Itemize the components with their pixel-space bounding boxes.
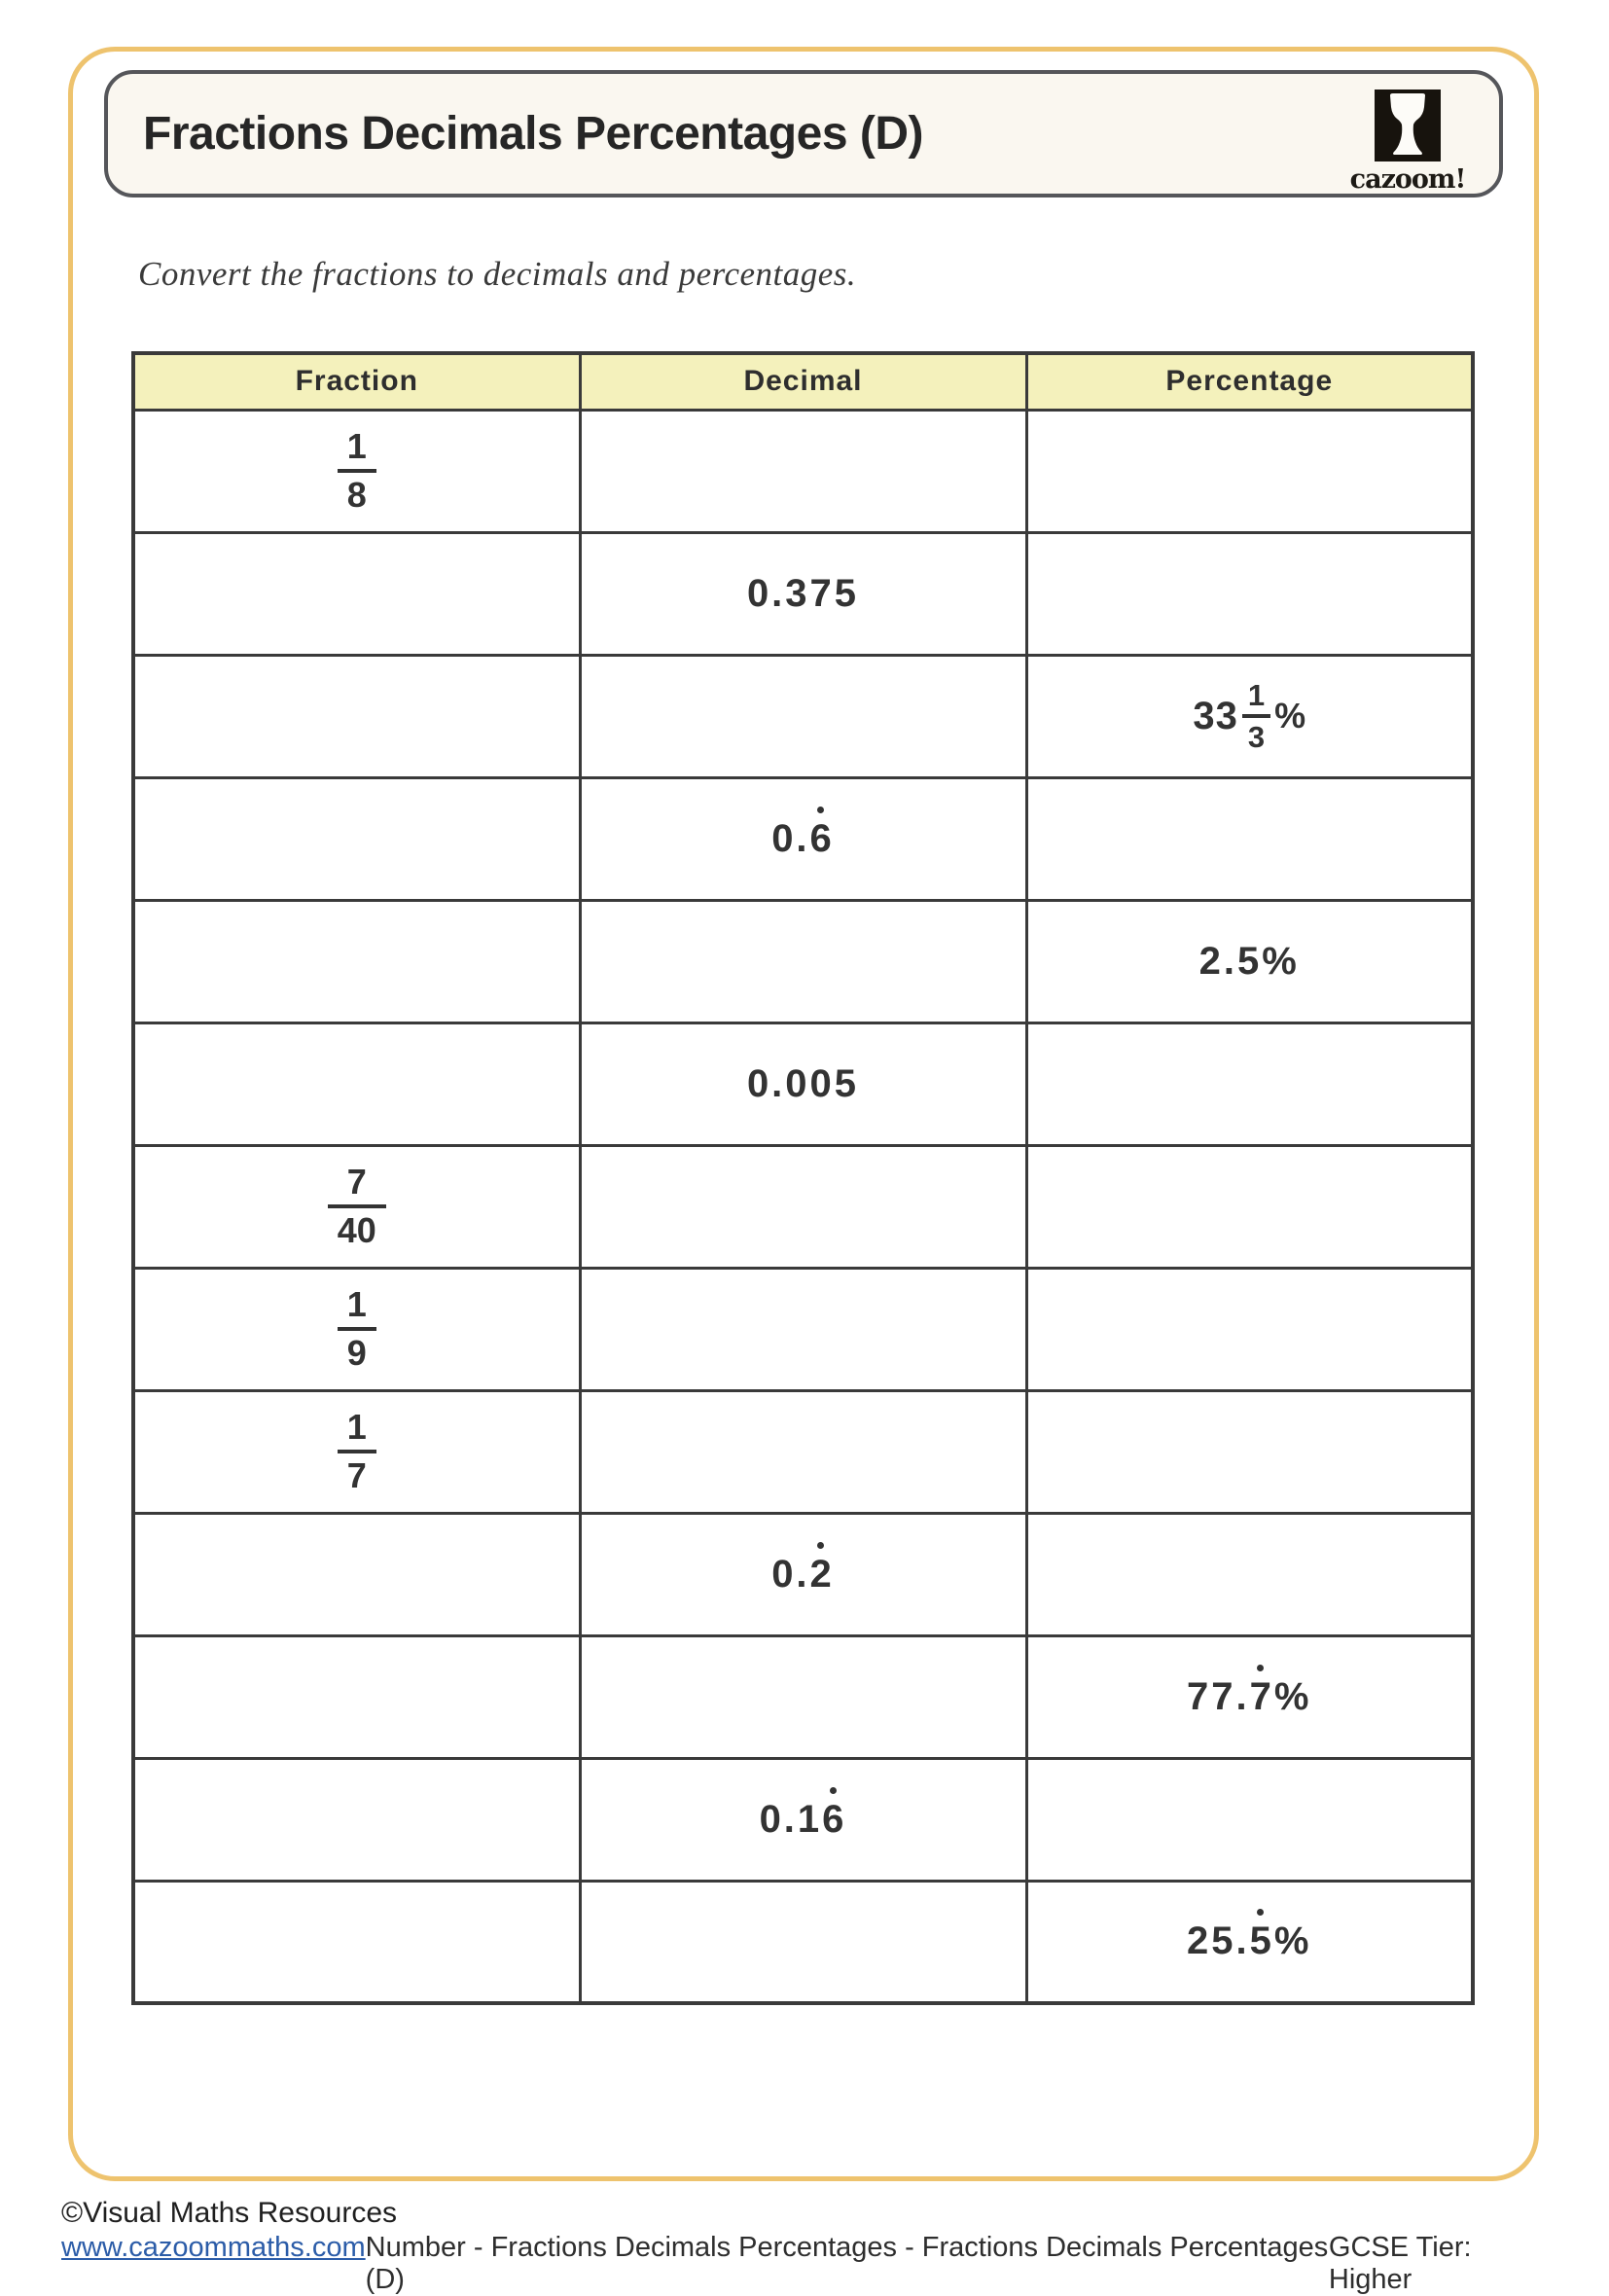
fraction-value: $\frac{1}{8}$ <box>338 429 376 513</box>
gcse-tier-label: GCSE Tier: Higher <box>1328 2232 1472 2295</box>
percentage-value: 33 $\frac{1}{3}$ % <box>1193 678 1306 754</box>
recurring-digit: 6 <box>822 1797 847 1841</box>
fraction-cell <box>133 410 580 532</box>
recurring-digit: 5 <box>1249 1919 1274 1963</box>
answer-cell <box>133 655 580 777</box>
recurring-decimal-value: 0.16 <box>759 1797 847 1841</box>
answer-cell <box>580 1390 1026 1513</box>
worksheet-header <box>104 70 1503 197</box>
column-header-decimal: Decimal <box>580 353 1026 410</box>
decimal-cell <box>580 1022 1026 1145</box>
recurring-decimal-value: 0.2 <box>771 1552 835 1596</box>
fraction-cell <box>133 1145 580 1268</box>
answer-cell <box>133 777 580 900</box>
answer-cell <box>133 1881 580 2003</box>
table-row <box>133 1268 1473 1390</box>
answer-cell <box>580 655 1026 777</box>
fraction-cell <box>133 1268 580 1390</box>
cazoom-logo <box>1349 90 1466 195</box>
table-row <box>133 1390 1473 1513</box>
fraction-bar <box>328 1204 386 1208</box>
instruction-text: Convert the fractions to decimals and percentages. <box>138 255 857 293</box>
answer-cell <box>133 900 580 1022</box>
djembe-drum-icon <box>1375 90 1441 161</box>
answer-cell <box>133 1513 580 1635</box>
answer-cell <box>580 900 1026 1022</box>
decimal-value: 0.375 <box>746 571 860 615</box>
answer-cell <box>133 532 580 655</box>
answer-cell <box>133 1758 580 1881</box>
column-header-fraction: Fraction <box>133 353 580 410</box>
table-row <box>133 532 1473 655</box>
page-title: Fractions Decimals Percentages (D) <box>143 108 923 160</box>
fraction-bar <box>338 1450 376 1453</box>
answer-cell <box>1026 532 1473 655</box>
answer-cell <box>580 1268 1026 1390</box>
table-row <box>133 1022 1473 1145</box>
fraction-cell <box>133 1390 580 1513</box>
answer-cell <box>580 1881 1026 2003</box>
percentage-cell <box>1026 1881 1473 2003</box>
percentage-cell <box>1026 1635 1473 1758</box>
answer-cell <box>580 1145 1026 1268</box>
table-row <box>133 1881 1473 2003</box>
recurring-digit: 7 <box>1249 1674 1274 1718</box>
recurring-digit: 6 <box>809 816 835 860</box>
table-row <box>133 1635 1473 1758</box>
answer-cell <box>1026 777 1473 900</box>
answer-cell <box>1026 1758 1473 1881</box>
answer-cell <box>580 410 1026 532</box>
table-row <box>133 777 1473 900</box>
recurring-percentage-value: 25.5% <box>1187 1919 1312 1963</box>
website-link[interactable]: www.cazoommaths.com <box>61 2232 366 2263</box>
answer-cell <box>133 1635 580 1758</box>
answer-cell <box>1026 1268 1473 1390</box>
decimal-cell <box>580 777 1026 900</box>
decimal-cell <box>580 1513 1026 1635</box>
breadcrumb: Number - Fractions Decimals Percentages - Fractions Decimals Percentages (D) <box>365 2232 1329 2295</box>
decimal-cell <box>580 532 1026 655</box>
table-row <box>133 410 1473 532</box>
decimal-cell <box>580 1758 1026 1881</box>
fraction-value: $\frac{1}{7}$ <box>338 1410 376 1493</box>
table-header-row <box>133 353 1473 410</box>
answer-cell <box>133 1022 580 1145</box>
percentage-cell <box>1026 900 1473 1022</box>
fraction-bar <box>1242 714 1270 718</box>
fraction-bar <box>338 469 376 473</box>
copyright-text: ©Visual Maths Resources <box>61 2197 398 2229</box>
cazoom-logo-text: cazoom! <box>1349 164 1466 195</box>
fraction-bar <box>338 1327 376 1331</box>
table-row <box>133 1513 1473 1635</box>
recurring-decimal-value: 0.6 <box>771 816 835 860</box>
percentage-value: 2.5% <box>1198 939 1300 983</box>
answer-cell <box>1026 1390 1473 1513</box>
answer-cell <box>1026 1022 1473 1145</box>
table-row <box>133 655 1473 777</box>
column-header-percentage: Percentage <box>1026 353 1473 410</box>
table-row <box>133 900 1473 1022</box>
answer-cell <box>1026 1145 1473 1268</box>
conversion-table <box>131 351 1475 2005</box>
answer-cell <box>1026 1513 1473 1635</box>
recurring-digit: 2 <box>809 1552 835 1596</box>
table-row <box>133 1145 1473 1268</box>
table-row <box>133 1758 1473 1881</box>
recurring-percentage-value: 77.7% <box>1187 1674 1312 1718</box>
answer-cell <box>1026 410 1473 532</box>
footer-row <box>61 2232 1552 2296</box>
fraction-value: $\frac{7}{40}$ <box>328 1165 386 1248</box>
fraction-value: $\frac{1}{9}$ <box>338 1287 376 1371</box>
decimal-value: 0.005 <box>746 1061 860 1105</box>
percentage-cell <box>1026 655 1473 777</box>
answer-cell <box>580 1635 1026 1758</box>
